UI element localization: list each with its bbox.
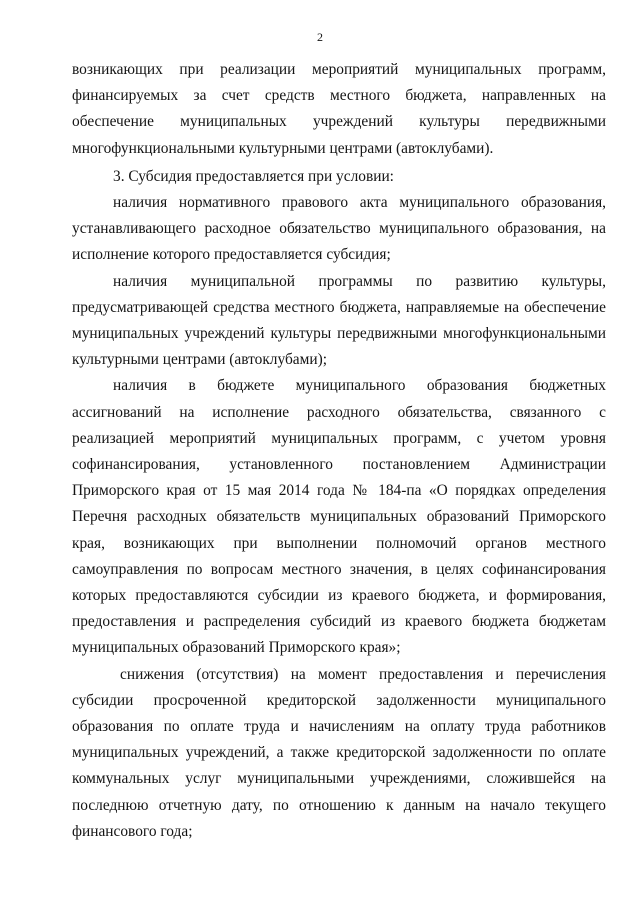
paragraph-clause-3-heading: 3. Субсидия предоставляется при условии:: [113, 167, 394, 185]
document-body: [72, 57, 606, 845]
page-number: 2: [317, 30, 323, 44]
paragraph-condition-budget: наличия в бюджете муниципального образования бюджетных ассигнований на исполнение расходного обязательства, связанного с реализацией мероприятий муниципальных программ, с учетом уровня софинансирования, установленного постановлением Администрации Приморского края от 15 мая 2014 года № 184-па «О порядках определения Перечня расходных обязательств муниципальных образований Приморского края, возникающих при выполнении полномочий органов местного самоуправления по вопросам местного значения, в целях софинансирования которых предоставляются субсидии из краевого бюджета, и формирования, предоставления и распределения субсидий из краевого бюджета бюджетам муниципальных образований Приморского края»;: [72, 377, 606, 657]
paragraph-continuation: возникающих при реализации мероприятий муниципальных программ, финансируемых за счет средств местного бюджета, направленных на обеспечение муниципальных учреждений культуры передвижными многофункциональными культурными центрами (автоклубами).: [72, 61, 606, 157]
paragraph-condition-debt: снижения (отсутствия) на момент предоставления и перечисления субсидии просроченной кредиторской задолженности муниципального образования по оплате труда и начислениям на оплату труда работников муниципальных учреждений, а также кредиторской задолженности по оплате коммунальных услуг муниципальными учреждениями, сложившейся на последнюю отчетную дату, по отношению к данным на начало текущего финансового года;: [72, 665, 606, 840]
paragraph-condition-legal-act: наличия нормативного правового акта муниципального образования, устанавливающего расходное обязательство муниципального образования, на исполнение которого предоставляется субсидия;: [72, 194, 606, 264]
paragraph-condition-program: наличия муниципальной программы по развитию культуры, предусматривающей средства местного бюджета, направляемые на обеспечение муниципальных учреждений культуры передвижными многофункциональными культурными центрами (автоклубами);: [72, 272, 606, 369]
